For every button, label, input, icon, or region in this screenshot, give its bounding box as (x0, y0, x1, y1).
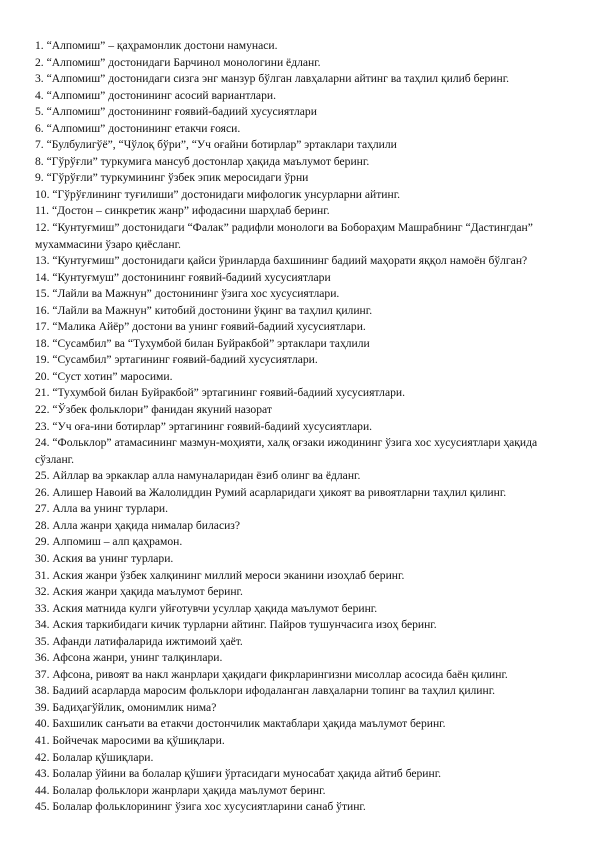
question-item: 20. “Суст хотин” маросими. (35, 369, 173, 383)
question-item: 12. “Кунтуғмиш” достонидаги “Фалак” радифли монологи ва Бобораҳим Машрабнинг “Дастингдан” мухаммасини ўзаро қиёсланг. (35, 221, 533, 251)
question-item: 3. “Алпомиш” достонидаги сизга энг манзур бўлган лавҳаларни айтинг ва таҳлил қилиб беринг. (35, 72, 510, 86)
question-item: 21. “Тухумбой билан Буйракбой” эртагининг ғоявий-бадиий хусусиятлари. (35, 386, 406, 400)
question-item: 10. “Гўрўғлининг туғилиши” достонидаги мифологик унсурларни айтинг. (35, 187, 401, 201)
question-list (35, 38, 566, 816)
question-item: 33. Аския матнида кулги уйғотувчи усуллар ҳақида маълумот беринг. (35, 601, 378, 615)
question-item: 40. Бахшилик санъати ва етакчи достончилик мактаблари ҳақида маълумот беринг. (35, 717, 446, 731)
question-item: 5. “Алпомиш” достонининг ғоявий-бадиий хусусиятлари (35, 105, 317, 119)
question-item: 6. “Алпомиш” достонининг етакчи ғояси. (35, 121, 241, 135)
question-item: 31. Аския жанри ўзбек халқининг миллий мероси эканини изоҳлаб беринг. (35, 568, 405, 582)
question-item: 24. “Фольклор” атамасининг мазмун-моҳияти, халқ оғзаки ижодининг ўзига хос хусусиятлари ҳақида сўзланг. (35, 436, 538, 466)
question-item: 23. “Уч оға-ини ботирлар” эртагининг ғоявий-бадиий хусусиятлари. (35, 419, 373, 433)
question-item: 35. Афанди латифаларида ижтимоий ҳаёт. (35, 634, 243, 648)
question-item: 15. “Лайли ва Мажнун” достонининг ўзига хос хусусиятлари. (35, 287, 340, 301)
question-item: 37. Афсона, ривоят ва накл жанрлари ҳақидаги фикрларингизни мисоллар асосида баён қилинг. (35, 667, 508, 681)
question-item: 9. “Гўрўғли” туркумининг ўзбек эпик меросидаги ўрни (35, 171, 309, 185)
question-item: 26. Алишер Навоий ва Жалолиддин Румий асарларидаги ҳикоят ва ривоятларни таҳлил қилинг. (35, 485, 507, 499)
question-item: 30. Аския ва унинг турлари. (35, 551, 174, 565)
question-item: 8. “Гўрўғли” туркумига мансуб достонлар ҳақида маълумот беринг. (35, 154, 370, 168)
question-item: 1. “Алпомиш” – қаҳрамонлик достони намунаси. (35, 39, 278, 52)
question-item: 19. “Сусамбил” эртагининг ғоявий-бадиий хусусиятлари. (35, 353, 318, 367)
question-item: 4. “Алпомиш” достонининг асосий вариантлари. (35, 88, 276, 102)
question-item: 34. Аския таркибидаги кичик турларни айтинг. Пайров тушунчасига изоҳ беринг. (35, 618, 437, 632)
question-item: 32. Аския жанри ҳақида маълумот беринг. (35, 585, 243, 599)
question-item: 29. Алпомиш – алп қаҳрамон. (35, 535, 183, 549)
question-item: 22. “Ўзбек фольклори” фанидан якуний назорат (35, 403, 272, 417)
question-item: 27. Алла ва унинг турлари. (35, 502, 168, 516)
question-item: 39. Бадиҳагўйлик, омонимлик нима? (35, 700, 217, 714)
question-item: 44. Болалар фольклори жанрлари ҳақида маълумот беринг. (35, 783, 326, 797)
question-item: 41. Бойчечак маросими ва қўшиқлари. (35, 733, 225, 747)
question-item: 28. Алла жанри ҳақида нималар биласиз? (35, 518, 241, 532)
question-item: 18. “Сусамбил” ва “Тухумбой билан Буйракбой” эртаклари таҳлили (35, 336, 370, 350)
question-item: 16. “Лайли ва Мажнун” китобий достонини ўқинг ва таҳлил қилинг. (35, 303, 373, 317)
question-item: 7. “Булбулигўё”, “Чўлоқ бўри”, “Уч оғайни ботирлар” эртаклари таҳлили (35, 138, 397, 152)
question-item: 14. “Кунтуғмуш” достонининг ғоявий-бадиий хусусиятлари (35, 270, 331, 284)
question-item: 45. Болалар фольклорининг ўзига хос хусусиятларини санаб ўтинг. (35, 800, 366, 814)
question-item: 13. “Кунтуғмиш” достонидаги қайси ўринларда бахшининг бадиий маҳорати яққол намоён бўлган? (35, 254, 528, 268)
question-item: 36. Афсона жанри, унинг талқинлари. (35, 651, 223, 665)
question-item: 11. “Достон – синкретик жанр” ифодасини шарҳлаб беринг. (35, 204, 330, 218)
question-item: 43. Болалар ўйини ва болалар қўшиғи ўртасидаги муносабат ҳақида айтиб беринг. (35, 767, 442, 781)
question-item: 2. “Алпомиш” достонидаги Барчинол монологини ёдланг. (35, 55, 321, 69)
question-item: 38. Бадиий асарларда маросим фольклори ифодаланган лавҳаларни топинг ва таҳлил қилинг. (35, 684, 496, 698)
question-item: 17. “Малика Айёр” достони ва унинг ғоявий-бадиий хусусиятлари. (35, 320, 366, 334)
question-item: 25. Айллар ва эркаклар алла намуналаридан ёзиб олинг ва ёдланг. (35, 469, 361, 483)
question-item: 42. Болалар қўшиқлари. (35, 750, 154, 764)
